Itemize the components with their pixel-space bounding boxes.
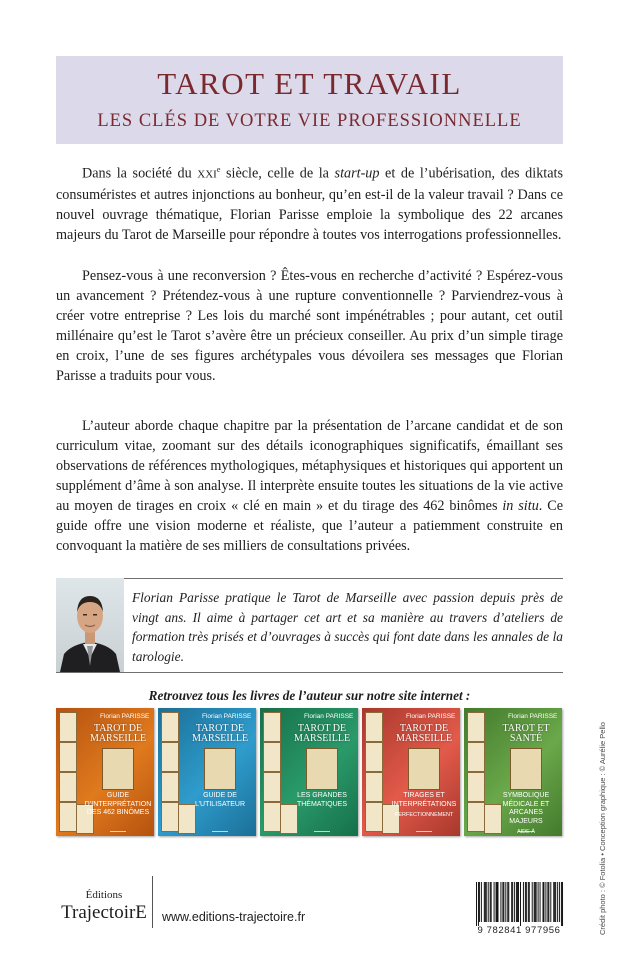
tarot-card-icon: [263, 742, 281, 772]
barcode-bar: [511, 882, 512, 922]
barcode-bar: [507, 882, 508, 922]
arcane-figure-icon: [510, 748, 542, 790]
barcode-bar: [559, 882, 560, 922]
isbn-barcode: [470, 880, 568, 938]
barcode-bar: [488, 882, 489, 922]
barcode-bar: [514, 882, 515, 922]
barcode-bar: [484, 882, 485, 922]
book-subtitle-text: LES GRANDES THÉMATIQUES: [296, 792, 348, 808]
century-numeral: XXI: [197, 168, 217, 181]
book-cover[interactable]: [260, 708, 358, 836]
barcode-bar: [561, 882, 562, 926]
isbn-number: 9 782841 977956: [477, 925, 561, 936]
barcode-bar: [543, 882, 544, 922]
book-title: TAROT ET TRAVAIL: [157, 66, 462, 101]
credits-text: Crédit photo : © Fotolia • Conception graphique : © Aurélie Pello: [598, 722, 607, 935]
barcode-icon: [476, 882, 564, 926]
tarot-card-icon: [365, 712, 383, 742]
book-author: Florian PARISSE: [406, 713, 456, 720]
paragraph-intro-part-b: siècle, celle de la: [220, 165, 335, 182]
divider-bottom: [56, 672, 563, 673]
barcode-bar: [508, 882, 509, 922]
barcode-bar: [557, 882, 558, 922]
paragraph-questions: Pensez-vous à une reconversion ? Êtes-vous en recherche d’activité ? Espérez-vous un avancement ? Prétendez-vous à une rupture conventionnelle ? Parviendrez-vous à créer votre entreprise ? Les lois du marché sont impénétrables ; pour autant, cet outil millénaire qu’est le Tarot s’avère être un précieux conseiller. Au prix d’un simple tirage en croix, l’une de ses figures archétypales vous dévoilera ses messages que Florian Parisse a traduits pour vous.: [56, 268, 563, 384]
barcode-bar: [496, 882, 497, 922]
book-cover[interactable]: [464, 708, 562, 844]
book-subtitle: LES CLÉS DE VOTRE VIE PROFESSIONNELLE: [97, 111, 522, 131]
startup-term: start-up: [334, 165, 380, 182]
barcode-bar: [528, 882, 529, 922]
publisher-logo: TrajectoirE: [61, 902, 147, 923]
book-cover[interactable]: [56, 708, 154, 836]
tarot-card-icon: [365, 772, 383, 802]
barcode-bar: [478, 882, 479, 926]
tarot-card-icon: [161, 742, 179, 772]
barcode-bar: [550, 882, 551, 922]
tarot-card-icon: [263, 772, 281, 802]
barcode-bar: [535, 882, 536, 922]
footer-separator: [152, 876, 153, 928]
paragraph-method: [56, 416, 563, 556]
tarot-card-icon: [161, 772, 179, 802]
tarot-card-icon: [365, 802, 383, 832]
tarot-card-icon: [467, 772, 485, 802]
book-title-text: TAROT DE MARSEILLE: [191, 723, 249, 744]
barcode-bar: [500, 882, 501, 922]
barcode-bar: [498, 882, 499, 922]
barcode-bar: [542, 882, 543, 922]
barcode-bar: [505, 882, 506, 922]
books-promo-text: Retrouvez tous les livres de l’auteur sur notre site internet :: [148, 688, 471, 703]
tarot-card-icon: [365, 742, 383, 772]
tarot-card-icon: [263, 802, 281, 832]
barcode-bar: [525, 882, 526, 922]
tarot-card-icon: [59, 712, 77, 742]
paragraph-intro-part-a: Dans la société du: [82, 165, 198, 182]
barcode-bar: [554, 882, 555, 922]
century-superscript: e: [216, 165, 221, 174]
divider-top: [56, 578, 563, 579]
book-title-text: TAROT DE MARSEILLE: [89, 723, 147, 744]
publisher-mark-icon: [314, 825, 330, 832]
barcode-bar: [512, 882, 513, 922]
in-situ-term: in situ: [502, 498, 539, 514]
barcode-bar: [516, 882, 517, 922]
barcode-bar: [491, 882, 492, 922]
tarot-card-icon: [59, 742, 77, 772]
barcode-bar: [529, 882, 530, 922]
book-covers-row: [56, 708, 596, 844]
barcode-bar: [548, 882, 549, 922]
barcode-bar: [517, 882, 518, 922]
barcode-bar: [555, 882, 556, 922]
barcode-bar: [503, 882, 504, 922]
barcode-bar: [485, 882, 486, 922]
barcode-bar: [538, 882, 539, 922]
title-band: [56, 56, 563, 144]
arcane-figure-icon: [204, 748, 236, 790]
barcode-bar: [532, 882, 533, 922]
tarot-card-icon: [59, 772, 77, 802]
publisher-mark-icon: [110, 825, 126, 832]
barcode-bar: [562, 882, 563, 926]
barcode-bar: [518, 882, 519, 922]
publisher-mark-icon: [518, 825, 534, 832]
barcode-bar: [481, 882, 482, 922]
paragraph-intro-part-c: et de l’ubérisation, des diktats consuméristes et autres injonctions au bonheur, qu’en est-il de la valeur travail ? Dans ce nouvel ouvrage thématique, Florian Parisse emploie la symbolique des 22 arcanes majeurs du Tarot de Marseille pour répondre à toutes vos interrogations professionnelles.: [56, 165, 563, 243]
book-subtitle-text: SYMBOLIQUE MÉDICALE ET ARCANES MAJEURS AIDE À L’INTERPRÉTATION: [492, 792, 560, 845]
book-author: Florian PARISSE: [202, 713, 252, 720]
barcode-bar: [540, 882, 541, 922]
book-author: Florian PARISSE: [304, 713, 354, 720]
publisher-mark-icon: [416, 825, 432, 832]
barcode-bar: [534, 882, 535, 922]
barcode-bar: [553, 882, 554, 922]
tarot-card-icon: [161, 712, 179, 742]
tarot-card-icon: [467, 742, 485, 772]
barcode-bar: [490, 882, 491, 922]
paragraph-method-part-b: . Ce guide offre une vision moderne et réaliste, que l’auteur a patiemment construite en convoquant la matière de ses milliers de consultations privées.: [56, 498, 563, 554]
book-subtitle-text: GUIDE DE L’UTILISATEUR: [194, 792, 246, 808]
book-author: Florian PARISSE: [508, 713, 558, 720]
paragraph-intro: [56, 160, 563, 245]
barcode-bar: [547, 882, 548, 922]
author-photo: [56, 578, 124, 672]
barcode-bar: [479, 882, 480, 922]
paragraph-method-part-a: L’auteur aborde chaque chapitre par la présentation de l’arcane candidat et de son curriculum vitae, zoomant sur des détails iconographiques significatifs, émaillant ses observations de références mythologiques, métaphysiques et historiques qui apportent un supplément d’âme à son analyse. Il interprète ensuite toutes les situations de la vie active au moyen de tirages en croix « clé en main » et du tirage des 462 binômes: [56, 418, 563, 514]
tarot-card-icon: [263, 712, 281, 742]
author-bio: Florian Parisse pratique le Tarot de Marseille avec passion depuis près de vingt ans. Il aime à partager cet art et sa manière au travers d’ateliers de formation très prisés et d’ouvrages à succès qui font date dans les annales de la tarologie.: [132, 590, 563, 664]
book-subtitle-extra: PERFECTIONNEMENT: [394, 812, 454, 818]
book-author: Florian PARISSE: [100, 713, 150, 720]
author-portrait-icon: [56, 578, 124, 672]
book-subtitle-extra: AIDE À L’INTERPRÉTATION: [500, 829, 552, 844]
tarot-card-icon: [161, 802, 179, 832]
arcane-figure-icon: [306, 748, 338, 790]
barcode-bar: [476, 882, 477, 926]
barcode-bar: [526, 882, 527, 922]
barcode-bar: [502, 882, 503, 922]
publisher-mark-icon: [212, 825, 228, 832]
book-cover[interactable]: [362, 708, 460, 836]
book-title-text: TAROT DE MARSEILLE: [293, 723, 351, 744]
book-subtitle-text: GUIDE D’INTERPRÉTATION DES 462 BINÔMES: [84, 792, 152, 816]
book-cover[interactable]: [158, 708, 256, 836]
barcode-bar: [520, 882, 521, 926]
tarot-card-icon: [467, 712, 485, 742]
book-subtitle-text: TIRAGES ET INTERPRÉTATIONS PERFECTIONNEMENT: [391, 792, 457, 818]
book-title-text: TAROT DE MARSEILLE: [395, 723, 453, 744]
barcode-bar: [486, 882, 487, 922]
barcode-bar: [545, 882, 546, 922]
barcode-bar: [536, 882, 537, 922]
arcane-figure-icon: [408, 748, 440, 790]
publisher-label: Éditions: [85, 889, 123, 901]
barcode-bar: [494, 882, 495, 922]
book-title-text: TAROT ET SANTÉ: [502, 723, 550, 744]
barcode-bar: [523, 882, 524, 922]
tarot-card-icon: [467, 802, 485, 832]
barcode-bar: [497, 882, 498, 922]
arcane-figure-icon: [102, 748, 134, 790]
publisher-website[interactable]: www.editions-trajectoire.fr: [162, 910, 306, 924]
tarot-card-icon: [59, 802, 77, 832]
